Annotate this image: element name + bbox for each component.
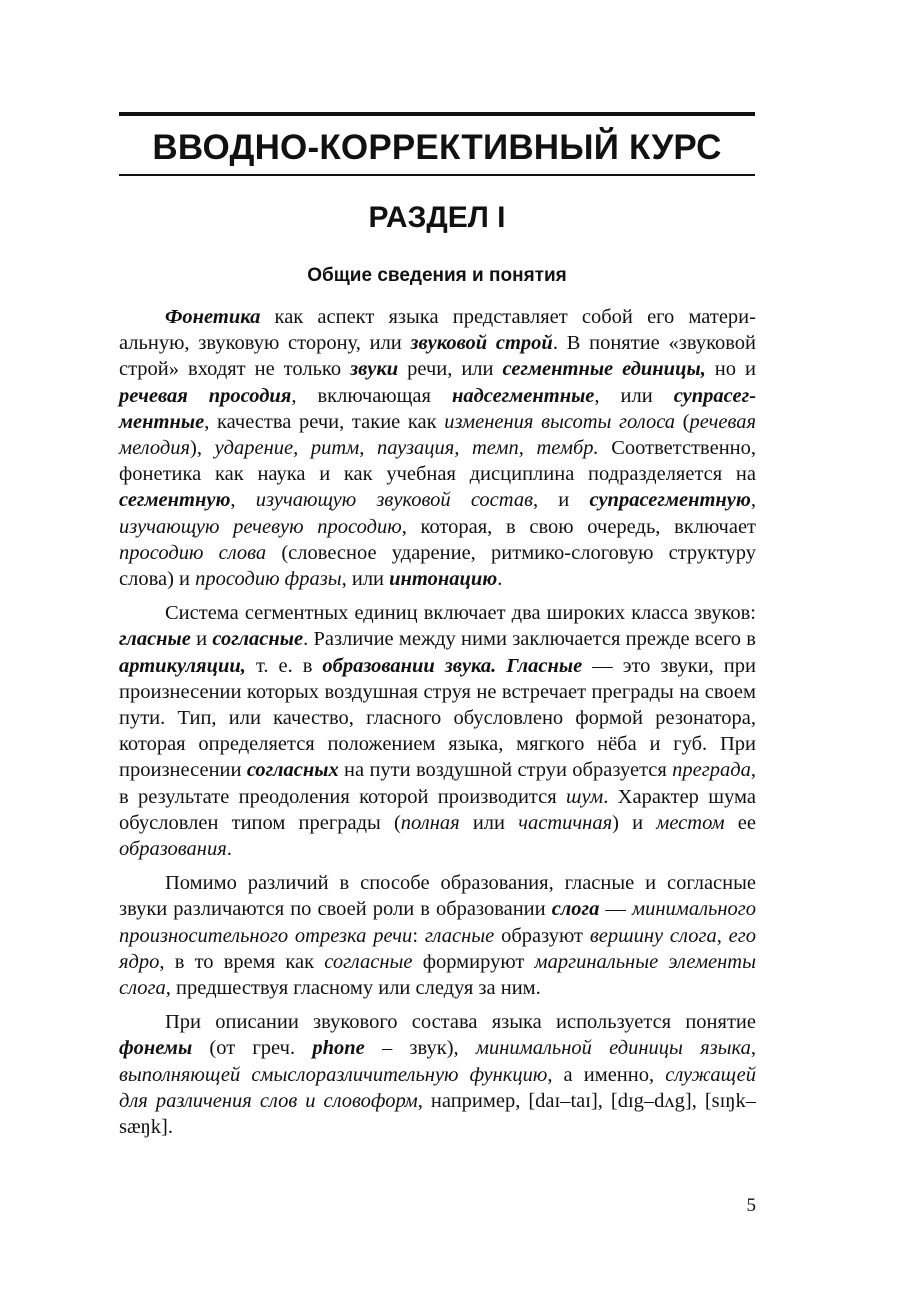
text-run: ее <box>724 811 756 834</box>
body-text <box>119 304 756 1148</box>
text-run: При описании звукового состава языка используется понятие <box>165 1011 756 1034</box>
emphasized-term: сегментную <box>119 489 231 512</box>
emphasized-term: речевая мелодия <box>119 410 757 460</box>
text-run: , включающая <box>291 384 452 407</box>
text-run: (от греч. <box>192 1037 313 1060</box>
paragraph-phoneme <box>119 1009 756 1140</box>
text-run: . Характер шума обусловлен типом преграды ( <box>119 785 756 834</box>
emphasized-term: вершину слога <box>589 924 717 947</box>
paragraph-segmental-units <box>119 600 756 862</box>
text-run: , например, [daɪ–taɪ], [dɪg–dʌg], [sɪŋk–sæŋk]. <box>119 1089 756 1139</box>
emphasized-term: phone <box>312 1037 365 1060</box>
section-subtitle: Общие сведения и понятия <box>307 265 567 286</box>
top-rule <box>119 112 755 116</box>
text-run: . Различие между ними заключается прежде всего в <box>303 628 756 651</box>
emphasized-term: гласные <box>119 628 191 651</box>
emphasized-term: надсегментные <box>451 384 595 407</box>
emphasized-term: сегментные единицы, <box>502 358 706 381</box>
emphasized-term: изучающую речевую просодию <box>119 515 402 538</box>
paragraph-syllable <box>119 870 756 1001</box>
emphasized-term: минимальной единицы языка <box>475 1037 751 1060</box>
text-run: , или <box>341 568 390 591</box>
emphasized-term: его ядро <box>119 924 757 973</box>
emphasized-term: ударение, ритм, паузация, темп, тембр. <box>214 437 599 460</box>
text-run: образуют <box>494 924 590 947</box>
emphasized-term: образовании звука. Гласные <box>322 654 583 677</box>
emphasized-term: интонацию <box>389 568 498 591</box>
emphasized-term: просодию слова <box>119 541 267 564</box>
section-title: РАЗДЕЛ I <box>368 201 506 234</box>
text-run: , или <box>594 384 674 407</box>
text-run: , которая, в свою очередь, включает <box>401 515 756 538</box>
emphasized-term: речевая просодия <box>119 384 292 407</box>
text-run: Система сегментных единиц включает два широких класса звуков: <box>165 602 756 625</box>
emphasized-term: гласные <box>424 924 495 947</box>
text-run: формируют <box>412 950 535 973</box>
emphasized-term: фонемы <box>119 1037 193 1060</box>
text-run: , <box>750 489 756 512</box>
emphasized-term: Фонетика <box>165 306 261 328</box>
text-run: ) и <box>612 811 657 834</box>
emphasized-term: шум <box>566 785 604 808</box>
emphasized-term: изучающую звуковой состав <box>255 489 533 512</box>
text-run: — <box>599 898 632 921</box>
emphasized-term: супрасегментную <box>589 489 751 512</box>
emphasized-term: частичная <box>518 811 613 834</box>
text-run: . <box>226 838 232 861</box>
paragraph-phonetics <box>119 304 756 592</box>
text-run: но и <box>705 358 756 381</box>
text-run: и <box>190 628 213 651</box>
text-run: . <box>497 568 503 591</box>
emphasized-term: просодию фразы <box>195 568 342 591</box>
emphasized-term: преграда <box>672 759 751 782</box>
text-run: , <box>230 489 256 512</box>
text-run: ), <box>190 437 215 460</box>
text-run: , а именно, <box>547 1063 666 1086</box>
text-run: – звук), <box>364 1037 476 1060</box>
emphasized-term: согласных <box>246 759 339 782</box>
text-run: ( <box>675 410 690 433</box>
emphasized-term: полная <box>400 811 460 834</box>
title-underline <box>119 174 755 176</box>
text-run: , и <box>532 489 590 512</box>
emphasized-term: согласные <box>324 950 413 973</box>
emphasized-term: артикуляции, <box>119 654 246 677</box>
emphasized-term: маргинальные элементы слога <box>119 950 756 1000</box>
text-run: , <box>750 1037 756 1060</box>
text-run: , в результате преодоления которой производится <box>119 759 756 808</box>
text-run: речи, или <box>398 358 503 381</box>
emphasized-term: звуковой строй <box>410 332 553 355</box>
emphasized-term: минимального произносительного отрезка речи <box>119 898 757 947</box>
text-run: , качества речи, такие как <box>204 410 445 433</box>
course-title: ВВОДНО-КОРРЕКТИВНЫЙ КУРС <box>152 128 722 167</box>
text-run: , предшествуя гласному или следуя за ним. <box>165 977 541 1000</box>
emphasized-term: служащей для различения слов и словоформ <box>119 1063 756 1112</box>
emphasized-term: согласные <box>212 628 304 651</box>
text-run: Соответственно, фонетика как наука и как учебная дисциплина подразделяется на <box>119 437 757 486</box>
text-run: Помимо различий в способе образования, гласные и согласные звуки различаются по своей роли в образовании <box>119 872 756 921</box>
text-run: : <box>412 924 425 947</box>
text-run: как аспект языка представляет собой его материальную, звуковую сторону, или <box>119 306 756 355</box>
emphasized-term: супрасегментные <box>119 384 757 433</box>
emphasized-term: местом <box>656 811 725 834</box>
text-run: . В понятие «звуковой строй» входят не только <box>119 332 756 381</box>
emphasized-term: изменения высоты голоса <box>444 410 676 433</box>
text-run: , <box>716 924 729 947</box>
text-run: , в то время как <box>159 950 325 973</box>
text-run: — это звуки, при произнесении которых воздушная струя не встречает преграды на своем пути. Тип, или качество, гласного обусловлено формой резонатора, которая определяется положением языка, мягкого нёба и губ. При произнесении <box>119 654 756 782</box>
text-run: или <box>459 811 519 834</box>
emphasized-term: выполняющей смыслоразличительную функцию <box>119 1063 548 1086</box>
emphasized-term: звуки <box>350 358 399 381</box>
emphasized-term: образования <box>119 838 227 861</box>
emphasized-term: слога <box>551 898 600 921</box>
text-run: на пути воздушной струи образуется <box>338 759 673 782</box>
text-run: (словесное ударение, ритмико-слоговую структуру слова) и <box>119 541 756 591</box>
page-number: 5 <box>746 1195 756 1216</box>
text-run: т. е. в <box>245 654 323 677</box>
